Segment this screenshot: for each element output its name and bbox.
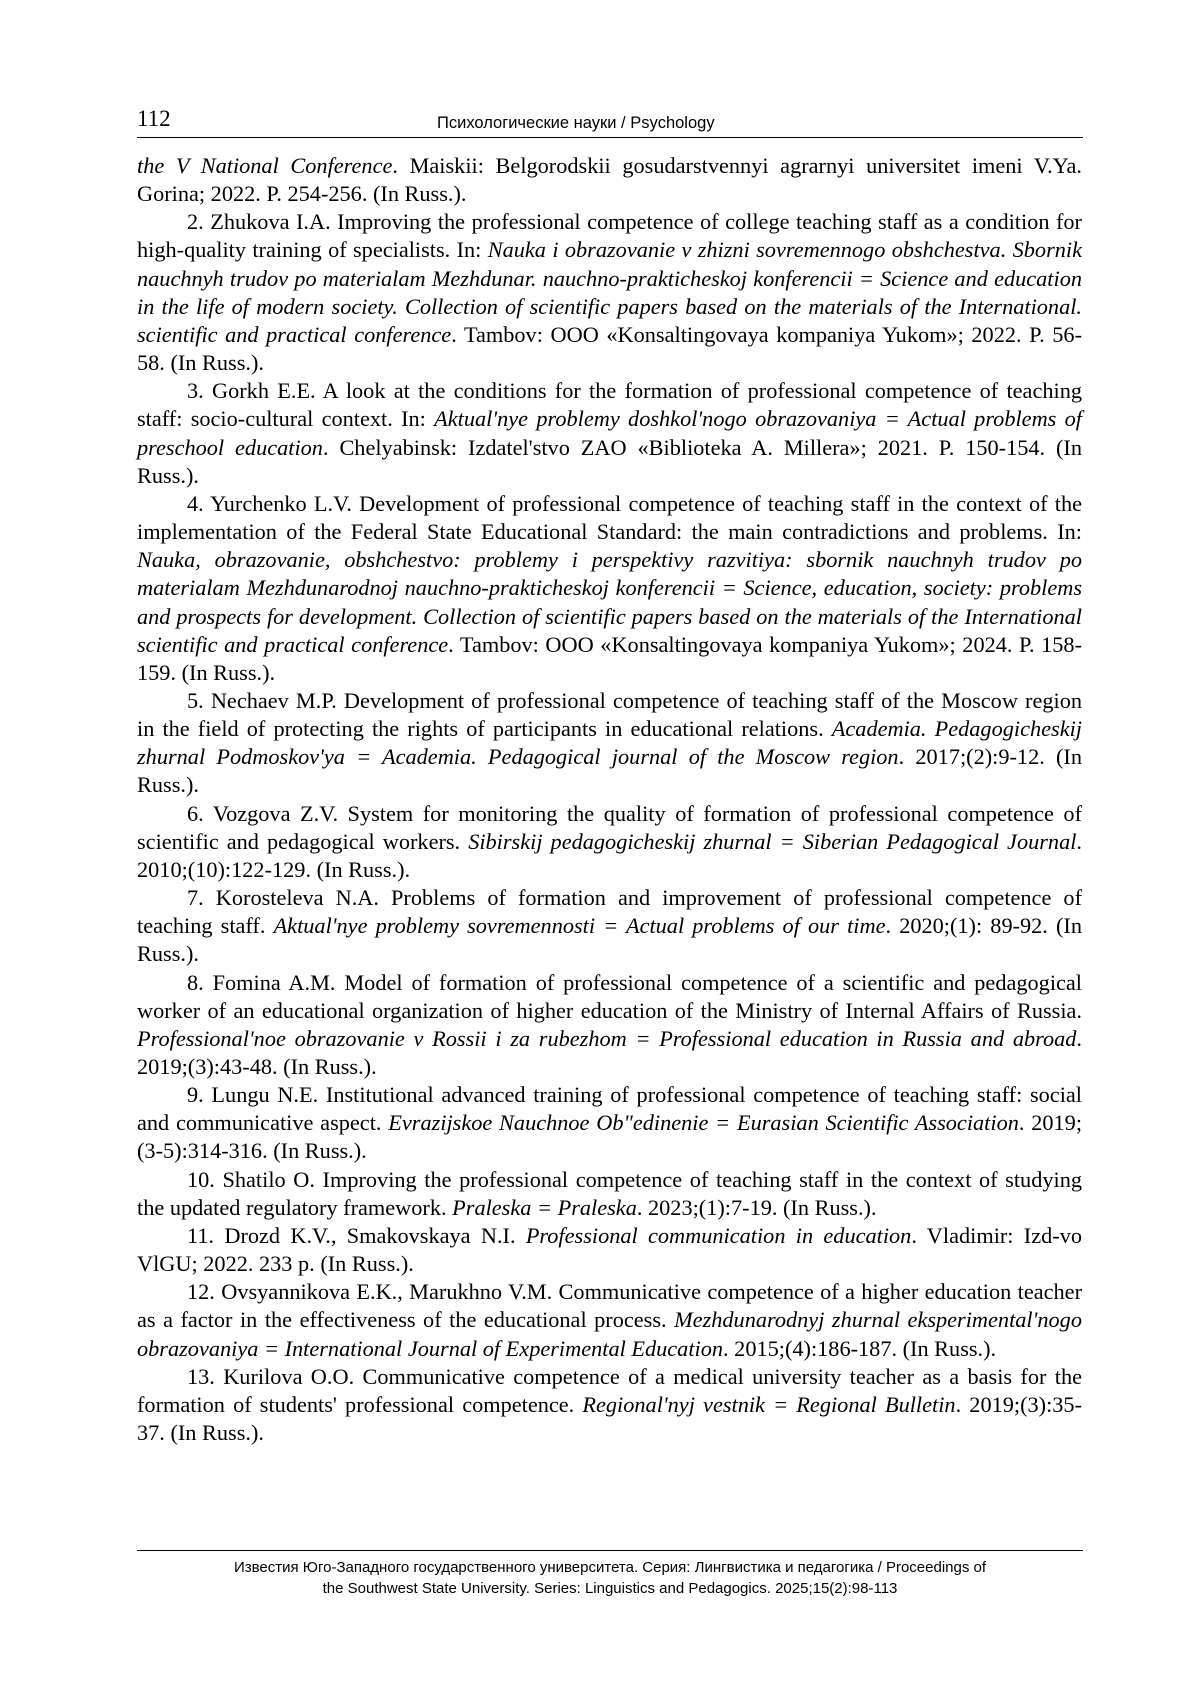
journal-footer [150, 1557, 1070, 1599]
reference-item: 2. Zhukova I.A. Improving the professional competence of college teaching staff as a condition for high-quality training of specialists. In: Nauka i obrazovanie v zhizni sovremennogo obshchestva. Sbornik nauchnyh trudov po materialam Mezhdunar. nauchno-prakticheskoj konferencii = Science and education in the life of modern society. Collection of scientific papers based on the materials of the International. scientific and practical conference. Tambov: OOO «Konsaltingovaya kompaniya Yukom»; 2022. P. 56-58. (In Russ.). [137, 209, 1082, 376]
reference-item: the V National Conference. Maiskii: Belgorodskii gosudarstvennyi agrarnyi universitet imeni V.Ya. Gorina; 2022. P. 254-256. (In Russ.). [137, 153, 1082, 207]
reference-item: 4. Yurchenko L.V. Development of professional competence of teaching staff in the context of the implementation of the Federal State Educational Standard: the main contradictions and problems. In: Nauka, obrazovanie, obshchestvo: problemy i perspektivy razvitiya: sbornik nauchnyh trudov po materialam Mezhdunarodnoj nauchno-prakticheskoj konferencii = Science, education, society: problems and prospects for development. Collection of scientific papers based on the materials of the International scientific and practical conference. Tambov: OOO «Konsaltingovaya kompaniya Yukom»; 2024. P. 158-159. (In Russ.). [137, 490, 1082, 685]
reference-item: 8. Fomina A.M. Model of formation of professional competence of a scientific and pedagogical worker of an educational organization of higher education of the Ministry of Internal Affairs of Russia. Professional'noe obrazovanie v Rossii i za rubezhom = Professional education in Russia and abroad. 2019;(3):43-48. (In Russ.). [137, 969, 1082, 1079]
footer-divider [137, 1550, 1083, 1551]
reference-item: 6. Vozgova Z.V. System for monitoring the quality of formation of professional competence of scientific and pedagogical workers. Sibirskij pedagogicheskij zhurnal = Siberian Pedagogical Journal. 2010;(10):122-129. (In Russ.). [137, 800, 1082, 882]
footer-line: Известия Юго-Западного государственного университета. Серия: Лингвистика и педагогика / Proceedings of [233, 1559, 987, 1576]
reference-item: 13. Kurilova O.O. Communicative competence of a medical university teacher as a basis for the formation of students' professional competence. Regional'nyj vestnik = Regional Bulletin. 2019;(3):35-37. (In Russ.). [137, 1363, 1082, 1446]
reference-item: 12. Ovsyannikova E.K., Marukhno V.M. Communicative competence of a higher education teacher as a factor in the effectiveness of the educational process. Mezhdunarodnyj zhurnal eksperimental'nogo obrazovaniya = International Journal of Experimental Education. 2015;(4):186-187. (In Russ.). [137, 1279, 1082, 1361]
header-divider [137, 137, 1083, 138]
reference-item: 7. Korosteleva N.A. Problems of formation and improvement of professional competence of teaching staff. Aktual'nye problemy sovremennosti = Actual problems of our time. 2020;(1): 89-92. (In Russ.). [137, 885, 1083, 967]
reference-item: 10. Shatilo O. Improving the professional competence of teaching staff in the context of studying the updated regulatory framework. Praleska = Praleska. 2023;(1):7-19. (In Russ.). [137, 1166, 1082, 1220]
page-number: 112 [137, 106, 171, 131]
running-title: Психологические науки / Psychology [437, 114, 715, 132]
reference-item: 5. Nechaev M.P. Development of professional competence of teaching staff of the Moscow region in the field of protecting the rights of participants in educational relations. Academia. Pedagogicheskij zhurnal Podmoskov'ya = Academia. Pedagogical journal of the Moscow region. 2017;(2):9-12. (In Russ.). [137, 687, 1082, 798]
reference-item: 3. Gorkh E.E. A look at the conditions for the formation of professional competence of teaching staff: socio-cultural context. In: Aktual'nye problemy doshkol'nogo obrazovaniya = Actual problems of preschool education. Chelyabinsk: Izdatel'stvo ZAO «Biblioteka A. Millera»; 2021. P. 150-154. (In Russ.). [137, 378, 1082, 488]
reference-list [137, 152, 1082, 1447]
footer-line: the Southwest State University. Series: Linguistics and Pedagogics. 2025;15(2):98-113 [322, 1580, 898, 1597]
reference-item: 9. Lungu N.E. Institutional advanced training of professional competence of teaching staff: social and communicative aspect. Evrazijskoe Nauchnoe Ob"edinenie = Eurasian Scientific Association. 2019;(3-5):314-316. (In Russ.). [137, 1082, 1083, 1164]
reference-item: 11. Drozd K.V., Smakovskaya N.I. Professional communication in education. Vladimir: Izd-vo VlGU; 2022. 233 p. (In Russ.). [137, 1222, 1082, 1277]
